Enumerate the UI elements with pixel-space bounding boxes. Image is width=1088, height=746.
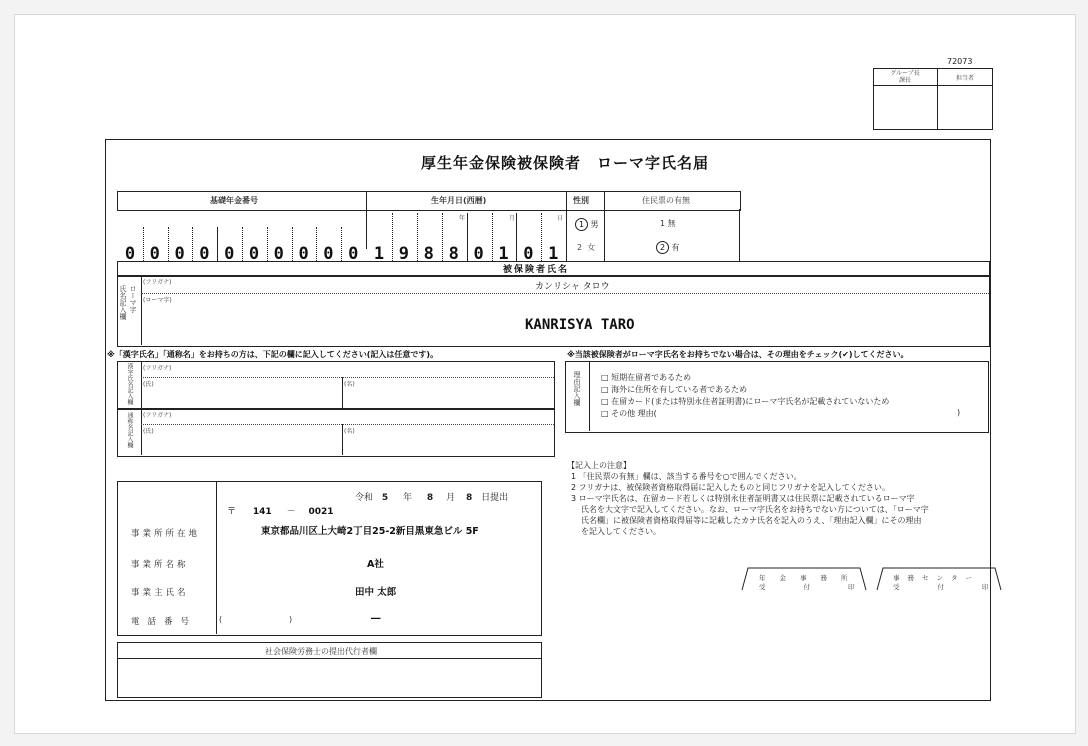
insured-name-label: 被保険者氏名 [503,265,570,275]
digit-divider [168,227,169,261]
pension-digit: 0 [199,244,210,264]
kanji-sei: (氏) [143,381,154,388]
digit-divider [217,227,218,261]
alias-sei: (氏) [143,428,154,435]
digit-divider [341,227,342,261]
pension-digit: 0 [149,244,160,264]
kanji-mei: (名) [344,381,355,388]
pension-digit: 0 [273,244,284,264]
dob-digit: 1 [548,244,559,264]
romaji-label: (ローマ字) [143,297,172,304]
digit-divider [541,213,542,261]
digit-divider [492,213,493,261]
office-name-label: 事業所名称 [131,560,189,570]
dob-digit: 1 [373,244,385,264]
digit-divider [143,227,144,261]
form-number: 72073 [947,57,973,66]
kanji-side-label: 漢字氏名記入欄 [126,363,133,405]
office-address: 東京都品川区上大崎2丁目25-2新目黒東急ビル 5F [261,526,479,537]
dob-digit: 9 [398,244,410,264]
dob-digit: 8 [423,244,434,264]
pension-digit: 0 [323,244,334,264]
alias-block [117,408,555,457]
digit-divider [316,227,317,261]
optional-note: ※「漢字氏名」「通称名」をお持ちの方は、下記の欄に記入してください(記入は任意です)。 [107,350,439,359]
gender-female: 2 女 [577,243,596,252]
stamp-center-top: 事 務 セ ン タ ー [893,574,972,582]
stamp-pension-office-bottom: 受 付 印 [759,583,855,591]
dob-header: 生年月日(西暦) [431,196,487,205]
dob-digit: 1 [498,244,509,264]
reason-other-close: ) [957,408,961,417]
stamp-pension-office-top: 年 金 事 務 所 [759,574,848,582]
digit-divider [242,227,243,261]
reason-overseas[interactable]: □ 海外に住所を有している者であるため [601,385,748,394]
insured-romaji: KANRISYA TARO [525,317,635,333]
phone-open: ( [219,615,223,624]
digit-divider [292,227,293,261]
male-circle: 1 [575,218,588,231]
pension-digit: 0 [124,244,136,264]
pension-digit: 0 [174,244,185,264]
instruction-3c: 氏名欄」に被保険者資格取得届等に記載したカナ氏名を記入のうえ、「理由記入欄」にその理由 [581,516,922,525]
instruction-3d: を記入してください。 [581,527,661,536]
reason-note: ※当該被保険者がローマ字氏名をお持ちでない場合は、その理由をチェック(✔)してください。 [567,350,909,359]
dob-year-unit: 年 [459,215,466,222]
dob-month-unit: 月 [509,215,516,222]
phone-number: ― [371,613,381,624]
postal-code: 〒 141 － 0021 [227,507,334,517]
office-address-label: 事業所所在地 [131,529,201,539]
residence-header: 住民票の有無 [642,196,690,205]
digit-divider [442,213,443,261]
owner-label: 事業主氏名 [131,588,189,598]
instruction-1: 1 「住民票の有無」欄は、該当する番号を○で囲んでください。 [571,472,802,481]
digit-divider [192,227,193,261]
reason-side-label: 理由記入欄 [573,371,581,406]
form-title: 厚生年金保険被保険者 ローマ字氏名届 [421,154,710,172]
insured-furigana: カンリシャ タロウ [535,282,610,292]
dob-digit: 8 [448,244,459,264]
owner-name: 田中 太郎 [355,587,397,598]
instructions-heading: 【記入上の注意】 [567,461,631,470]
insured-side-label-2: ローマ字 [129,285,137,313]
digit-divider [417,213,418,261]
reason-short-stay[interactable]: □ 短期在留者であるため [601,373,692,382]
digit-divider [516,213,517,261]
residence-none: 1 無 [660,219,676,228]
alias-side-label: 通称名記入欄 [126,412,133,448]
digit-divider [392,213,393,261]
form-sheet [14,14,1076,734]
instruction-3b: 氏名を大文字で記入してください。なお、ローマ字氏名をお持ちでない方については、「ローマ字 [581,505,929,514]
insured-side-label-1: 氏名記入欄 [119,285,127,320]
gender-header: 性別 [573,196,589,205]
alias-furigana: (フリガナ) [143,412,172,419]
phone-close: ) [289,615,293,624]
pension-digit: 0 [224,244,235,264]
instruction-2: 2 フリガナは、被保険者資格取得届に記入したものと同じフリガナを記入してください。 [571,483,890,492]
phone-label: 電話番号 [131,617,198,627]
office-name: A社 [367,559,384,570]
pension-digit: 0 [348,244,359,264]
group-leader-label: グループ長 課長 [890,70,920,84]
digit-divider [467,213,468,261]
stamp-center-bottom: 受 付 印 [893,583,989,591]
dob-digit: 0 [473,244,484,264]
residence-has: 2 有 [656,241,680,254]
digit-divider [267,227,268,261]
agent-label: 社会保険労務士の提出代行者欄 [265,647,377,656]
gender-male: 1 男 [575,218,599,231]
instruction-3: 3 ローマ字氏名は、在留カード若しくは特別永住者証明書又は住民票に記載されているローマ字 [571,494,915,503]
kanji-furigana: (フリガナ) [143,365,172,372]
alias-mei: (名) [344,428,355,435]
has-circle: 2 [656,241,669,254]
basic-pension-header: 基礎年金番号 [210,196,258,205]
reason-other[interactable]: □ その他 理由( [601,409,657,418]
furigana-label: (フリガナ) [143,279,172,286]
submission-date: 令和 5 年 8 月 8 日提出 [355,493,509,503]
dob-digit: 0 [523,244,534,264]
dob-day-unit: 日 [557,215,564,222]
staff-label: 担当者 [955,75,974,82]
reason-no-romaji[interactable]: □ 在留カード(または特別永住者証明書)にローマ字氏名が記載されていないため [601,397,890,406]
pension-digit: 0 [298,244,309,264]
pension-digit: 0 [248,244,260,264]
kanji-block [117,361,555,410]
